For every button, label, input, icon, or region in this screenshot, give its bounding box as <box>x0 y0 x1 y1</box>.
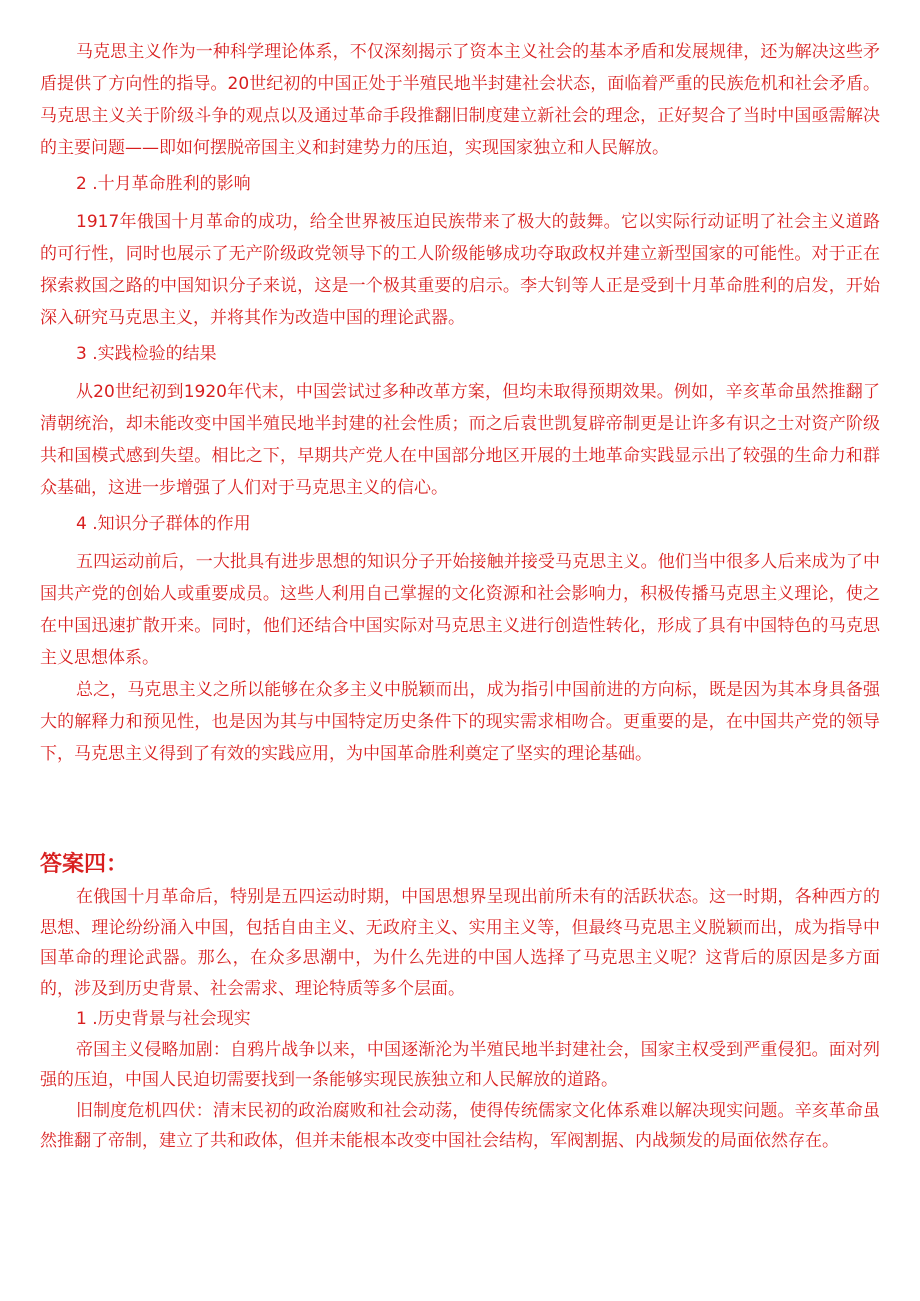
heading-october-revolution: 2 .十月革命胜利的影响 <box>76 174 251 194</box>
paragraph-practice-test: 从20世纪初到1920年代末，中国尝试过多种改革方案，但均未取得预期效果。例如，辛亥革命虽然推翻了清朝统治，却未能改变中国半殖民地半封建的社会性质；而之后袁世凯复辟帝制更是让许多有识之士对资产阶级共和国模式感到失望。相比之下，早期共产党人在中国部分地区开展的土地革命实践显示出了较强的生命力和群众基础，这进一步增强了人们对于马克思主义的信心。 <box>40 382 880 498</box>
paragraph-old-system-crisis: 旧制度危机四伏：清末民初的政治腐败和社会动荡，使得传统儒家文化体系难以解决现实问题。辛亥革命虽然推翻了帝制，建立了共和政体，但并未能根本改变中国社会结构，军阀割据、内战频发的局面依然存在。 <box>40 1100 880 1151</box>
paragraph-answer-intro: 在俄国十月革命后，特别是五四运动时期，中国思想界呈现出前所未有的活跃状态。这一时期，各种西方的思想、理论纷纷涌入中国，包括自由主义、无政府主义、实用主义等，但最终马克思主义脱颖而出，成为指导中国革命的理论武器。那么，在众多思潮中，为什么先进的中国人选择了马克思主义呢？这背后的原因是多方面的，涉及到历史背景、社会需求、理论特质等多个层面。 <box>40 887 880 999</box>
answer-four-title: 答案四： <box>40 852 129 877</box>
paragraph-imperialism: 帝国主义侵略加剧：自鸦片战争以来，中国逐渐沦为半殖民地半封建社会，国家主权受到严重侵犯。面对列强的压迫，中国人民迫切需要找到一条能够实现民族独立和人民解放的道路。 <box>40 1039 880 1090</box>
paragraph-october-revolution: 1917年俄国十月革命的成功，给全世界被压迫民族带来了极大的鼓舞。它以实际行动证明了社会主义道路的可行性，同时也展示了无产阶级政党领导下的工人阶级能够成功夺取政权并建立新型国家的可能性。对于正在探索救国之路的中国知识分子来说，这是一个极其重要的启示。李大钊等人正是受到十月革命胜利的启发，开始深入研究马克思主义，并将其作为改造中国的理论武器。 <box>40 212 880 328</box>
heading-historical-background: 1 .历史背景与社会现实 <box>76 1009 251 1029</box>
paragraph-intellectuals: 五四运动前后，一大批具有进步思想的知识分子开始接触并接受马克思主义。他们当中很多人后来成为了中国共产党的创始人或重要成员。这些人利用自己掌握的文化资源和社会影响力，积极传播马克思主义理论，使之在中国迅速扩散开来。同时，他们还结合中国实际对马克思主义进行创造性转化，形成了具有中国特色的马克思主义思想体系。 <box>40 552 880 668</box>
document-body-part-1 <box>40 36 880 770</box>
document-body-part-2 <box>40 848 880 1157</box>
heading-practice-test: 3 .实践检验的结果 <box>76 344 217 364</box>
paragraph-marxism-theory: 马克思主义作为一种科学理论体系，不仅深刻揭示了资本主义社会的基本矛盾和发展规律，还为解决这些矛盾提供了方向性的指导。20世纪初的中国正处于半殖民地半封建社会状态，面临着严重的民族危机和社会矛盾。马克思主义关于阶级斗争的观点以及通过革命手段推翻旧制度建立新社会的理念，正好契合了当时中国亟需解决的主要问题——即如何摆脱帝国主义和封建势力的压迫，实现国家独立和人民解放。 <box>40 42 880 158</box>
heading-intellectuals: 4 .知识分子群体的作用 <box>76 514 251 534</box>
paragraph-conclusion: 总之，马克思主义之所以能够在众多主义中脱颖而出，成为指引中国前进的方向标，既是因为其本身具备强大的解释力和预见性，也是因为其与中国特定历史条件下的现实需求相吻合。更重要的是，在中国共产党的领导下，马克思主义得到了有效的实践应用，为中国革命胜利奠定了坚实的理论基础。 <box>40 680 880 764</box>
